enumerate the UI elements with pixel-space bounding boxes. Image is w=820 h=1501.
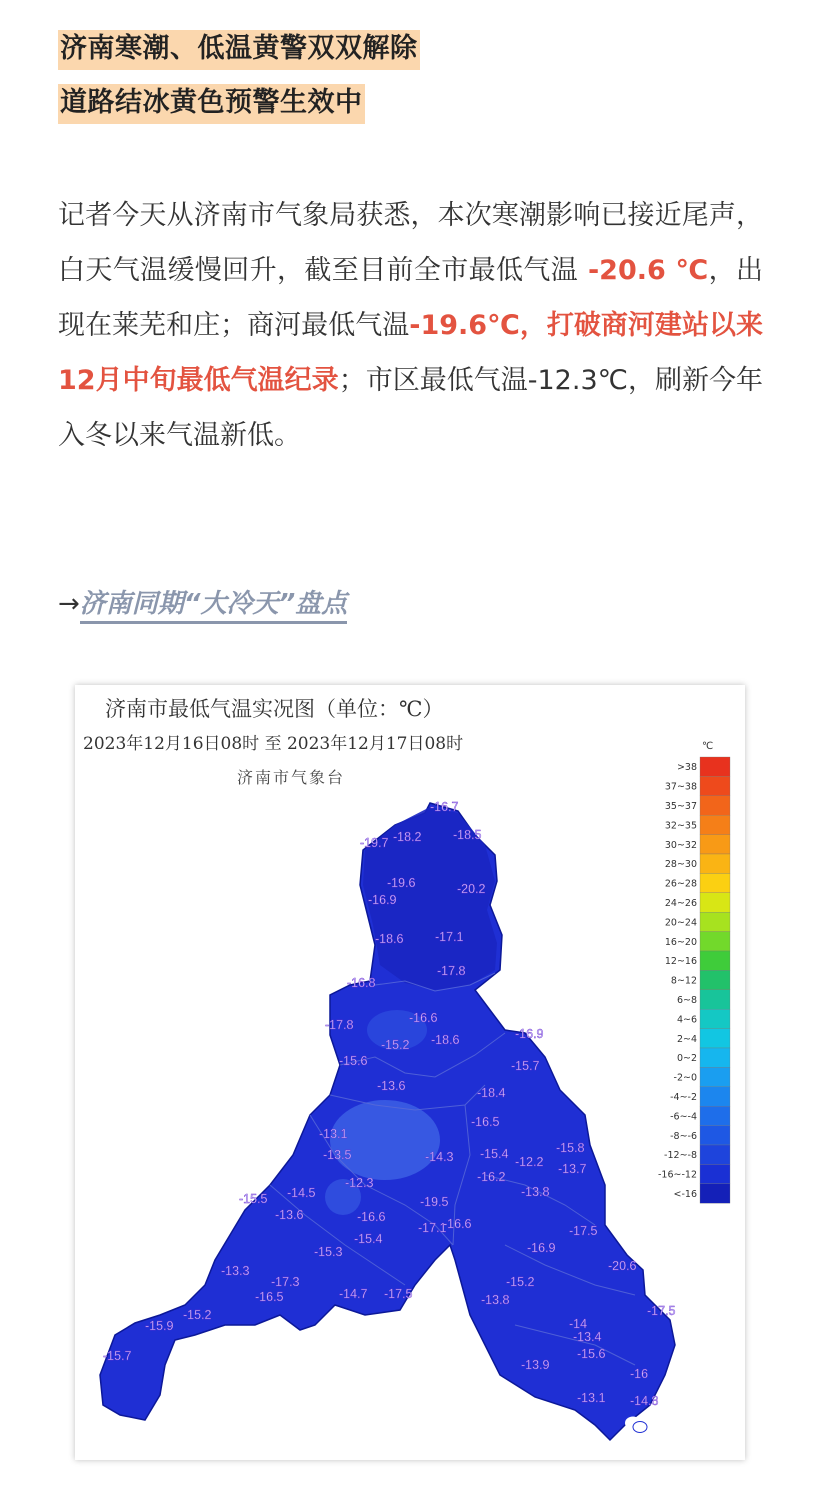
station-value: -17.1	[435, 930, 464, 944]
wechat-icon	[624, 1415, 648, 1435]
legend-swatch	[700, 1029, 730, 1048]
station-value: -18.5	[453, 828, 482, 842]
related-article-link-text[interactable]: 济南同期“大冷天”盘点	[80, 589, 348, 624]
station-value: -16.8	[347, 976, 376, 990]
station-value: -16.5	[255, 1290, 284, 1304]
legend-swatch	[700, 970, 730, 989]
station-value: -19.7	[360, 836, 389, 850]
legend-swatch	[700, 1126, 730, 1145]
station-value: -16.6	[443, 1217, 472, 1231]
station-value: -13.1	[319, 1127, 348, 1141]
station-value: -14.8	[630, 1394, 659, 1408]
headline-line-1: 济南寒潮、低温黄警双双解除	[58, 30, 420, 70]
station-value: -15.6	[339, 1054, 368, 1068]
temperature-map-image	[75, 685, 745, 1460]
map-canvas	[75, 685, 745, 1460]
station-value: -13.7	[558, 1162, 587, 1176]
map-title: 济南市最低气温实况图（单位：℃）	[105, 697, 444, 721]
legend-swatch	[700, 835, 730, 854]
station-value: -13.8	[481, 1293, 510, 1307]
station-value: -20.6	[608, 1259, 637, 1273]
legend-label: 4~6	[676, 1014, 697, 1026]
legend-label: 32~35	[664, 820, 697, 832]
legend-swatch	[700, 1145, 730, 1164]
station-value: -13.9	[521, 1358, 550, 1372]
highlight-min-temp: -20.6 ℃	[578, 255, 709, 286]
legend-label: 16~20	[664, 936, 697, 948]
legend-unit: ℃	[702, 741, 714, 752]
station-value: -13.6	[275, 1208, 304, 1222]
station-value: -19.6	[387, 876, 416, 890]
station-value: -14.5	[287, 1186, 316, 1200]
station-value: -14.3	[425, 1150, 454, 1164]
station-value: -14	[569, 1317, 588, 1331]
legend-swatch	[700, 776, 730, 795]
station-value: -12.3	[345, 1176, 374, 1190]
station-value: -16.9	[515, 1027, 544, 1041]
legend-swatch	[700, 1048, 730, 1067]
legend-label: 26~28	[664, 878, 697, 890]
station-value: -17.8	[325, 1018, 354, 1032]
station-value: -16.5	[471, 1115, 500, 1129]
station-value: -16.2	[477, 1170, 506, 1184]
station-value: -13.8	[521, 1185, 550, 1199]
station-value: -15.5	[239, 1192, 268, 1206]
legend-swatch	[700, 1164, 730, 1183]
legend-label: -16~-12	[658, 1169, 697, 1181]
legend-swatch	[700, 1009, 730, 1028]
station-value: -13.5	[323, 1148, 352, 1162]
station-dot	[170, 1398, 174, 1402]
legend-label: >38	[676, 762, 697, 774]
station-value: -18.6	[431, 1033, 460, 1047]
legend-label: 8~12	[670, 975, 697, 987]
legend-label: -6~-4	[670, 1111, 697, 1123]
station-value: -16.7	[430, 800, 459, 814]
legend-swatch	[700, 815, 730, 834]
legend-swatch	[700, 990, 730, 1009]
legend-label: -8~-6	[670, 1130, 697, 1142]
station-value: -16	[630, 1367, 649, 1381]
station-value: -13.3	[221, 1264, 250, 1278]
legend-swatch	[700, 912, 730, 931]
station-value: -16.9	[368, 893, 397, 907]
legend-label: 35~37	[664, 801, 697, 812]
station-value: -15.4	[480, 1147, 509, 1161]
station-value: -18.4	[477, 1086, 506, 1100]
legend-label: 37~38	[664, 781, 697, 793]
legend-label: -4~-2	[670, 1092, 697, 1103]
station-value: -13.6	[377, 1079, 406, 1093]
article-paragraph	[58, 188, 763, 463]
station-value: -15.3	[314, 1245, 343, 1259]
station-value: -15.2	[506, 1275, 535, 1289]
station-value: -18.2	[393, 830, 422, 844]
legend-swatch	[700, 757, 730, 776]
legend-label: 2~4	[676, 1033, 697, 1045]
legend-swatch	[700, 1067, 730, 1086]
related-article-link[interactable]	[58, 583, 347, 620]
station-value: -15.2	[183, 1308, 212, 1322]
station-value: -15.6	[577, 1347, 606, 1361]
station-value: -16.6	[357, 1210, 386, 1224]
legend-swatch	[700, 854, 730, 873]
legend-swatch	[700, 1087, 730, 1106]
paragraph-text-2: ，出现在莱芜和庄；商河最低气温	[58, 255, 764, 341]
station-value: -17.8	[437, 964, 466, 978]
legend-label: -12~-8	[664, 1150, 697, 1162]
station-value: -15.7	[511, 1059, 540, 1073]
station-value: -15.2	[381, 1038, 410, 1052]
station-value: -12.2	[515, 1155, 544, 1169]
map-date-range: 2023年12月16日08时 至 2023年12月17日08时	[83, 734, 464, 754]
station-value: -15.9	[145, 1319, 174, 1333]
legend-label: 20~24	[664, 917, 697, 929]
legend-label: <-16	[673, 1189, 697, 1200]
station-value: -18.6	[375, 932, 404, 946]
legend-swatch	[700, 893, 730, 912]
legend-label: 28~30	[664, 859, 697, 871]
station-value: -16.6	[409, 1011, 438, 1025]
station-value: -13.1	[577, 1391, 606, 1405]
watermark	[624, 1413, 718, 1436]
legend-label: 0~2	[676, 1053, 697, 1065]
paragraph-text-1: 记者今天从济南市气象局获悉，本次寒潮影响已接近尾声，白天气温缓慢回升，截至目前全市最低气温	[58, 200, 763, 286]
legend-swatch	[700, 951, 730, 970]
arrow-right-icon: →	[58, 589, 80, 619]
legend-swatch	[700, 1106, 730, 1125]
legend-label: 6~8	[676, 995, 697, 1006]
station-value: -15.4	[354, 1232, 383, 1246]
station-value: -14.7	[339, 1287, 368, 1301]
station-value: -19.5	[420, 1195, 449, 1209]
station-value: -17.5	[384, 1287, 413, 1301]
station-value: -15.8	[556, 1141, 585, 1155]
legend-swatch	[700, 932, 730, 951]
legend-swatch	[700, 873, 730, 892]
legend-swatch	[700, 1184, 730, 1203]
watermark-text: 济南时报	[654, 1416, 719, 1435]
station-value: -17.1	[418, 1221, 447, 1235]
station-value: -15.7	[103, 1349, 132, 1363]
highlight-shanghe-record: -19.6℃，打破商河建站以来12月中旬最低气温纪录	[58, 310, 763, 396]
station-value: -16.9	[527, 1241, 556, 1255]
legend-label: 12~16	[664, 956, 697, 968]
station-value: -17.3	[271, 1275, 300, 1289]
station-value: -13.4	[573, 1330, 602, 1344]
paragraph-text-3: ；市区最低气温-12.3℃，刷新今年入冬以来气温新低。	[58, 365, 764, 451]
temperature-legend	[658, 741, 730, 1203]
station-value: -17.5	[569, 1224, 598, 1238]
legend-label: 24~26	[664, 898, 697, 909]
headline-line-2: 道路结冰黄色预警生效中	[58, 84, 365, 124]
station-value: -17.5	[647, 1304, 676, 1318]
legend-swatch	[700, 796, 730, 815]
map-source: 济南市气象台	[237, 768, 346, 787]
station-value: -20.2	[457, 882, 486, 896]
legend-label: 30~32	[664, 839, 697, 851]
legend-label: -2~0	[673, 1072, 697, 1084]
